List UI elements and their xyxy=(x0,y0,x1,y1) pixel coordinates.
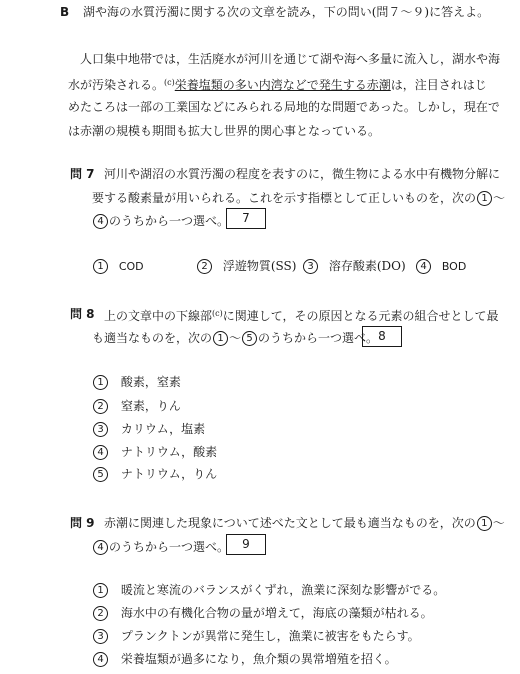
passage-line-2-pre: 水が汚染される。 xyxy=(68,78,165,92)
underlined-phrase: 栄養塩類の多い内湾などで発生する赤潮 xyxy=(174,78,391,92)
q7-option-1[interactable] xyxy=(92,258,144,275)
q8-option-3-text: カリウム，塩素 xyxy=(120,422,206,436)
q8-line-2-mid: ～ xyxy=(229,331,242,345)
passage-line-2-post: は，注目されはじ xyxy=(390,78,487,92)
q9-line-2 xyxy=(92,539,229,555)
q8-line-2 xyxy=(92,330,378,346)
q7-line-2-text: 要する酸素量が用いられる。これを示す指標として正しいものを，次の xyxy=(92,191,477,205)
q7-option-4-number: 4 xyxy=(416,259,431,274)
q8-marker-c: (c) xyxy=(212,309,223,318)
q7-option-3[interactable] xyxy=(302,258,406,274)
q7-option-2-text: 浮遊物質(SS) xyxy=(222,259,297,273)
q7-option-4-text: BOD xyxy=(441,260,467,273)
q9-option-2[interactable] xyxy=(92,605,433,621)
q9-label: 問 9 xyxy=(70,516,95,530)
section-label: B xyxy=(60,5,70,19)
q8-circled-1-icon: 1 xyxy=(213,331,228,346)
q9-line-2-text: のうちから一つ選べ。 xyxy=(109,540,230,554)
q9-option-1-text: 暖流と寒流のバランスがくずれ，漁業に深刻な影響がでる。 xyxy=(120,583,446,597)
q8-option-4[interactable] xyxy=(92,444,217,460)
q7-circled-1-icon: 1 xyxy=(477,191,492,206)
q7-line-2 xyxy=(92,190,505,206)
passage-line-1: 人口集中地帯では，生活廃水が河川を通じて湖や海へ多量に流入し，湖水や海 xyxy=(80,52,501,66)
underline-marker-c: (c) xyxy=(164,78,175,87)
q7-line-1: 河川や湖沼の水質汚濁の程度を表すのに，微生物による水中有機物分解に xyxy=(104,167,501,181)
q8-line-1-pre: 上の文章中の下線部 xyxy=(104,309,213,323)
q9-option-4-text: 栄養塩類が過多になり，魚介類の異常増殖を招く。 xyxy=(120,652,397,666)
q7-label: 問 7 xyxy=(70,167,95,181)
q8-option-2[interactable] xyxy=(92,398,181,414)
q8-line-2-post: のうちから一つ選べ。 xyxy=(258,331,379,345)
q7-circled-4-icon: 4 xyxy=(93,214,108,229)
q8-circled-5-icon: 5 xyxy=(242,331,257,346)
q9-circled-1-icon: 1 xyxy=(477,516,492,531)
q9-line-1-text: 赤潮に関連した現象について述べた文として最も適当なものを，次の xyxy=(104,516,476,530)
q7-line-3 xyxy=(92,213,229,229)
q9-answer-box[interactable]: 9 xyxy=(226,534,266,555)
q9-option-1-number: 1 xyxy=(93,583,108,598)
q8-answer-box[interactable]: 8 xyxy=(362,326,402,347)
q9-option-2-number: 2 xyxy=(93,606,108,621)
q8-option-3-number: 3 xyxy=(93,422,108,437)
q9-option-3[interactable] xyxy=(92,628,420,644)
q8-option-2-text: 窒素，りん xyxy=(120,399,181,413)
q8-label: 問 8 xyxy=(70,307,95,321)
q8-option-1-number: 1 xyxy=(93,375,108,390)
q8-option-3[interactable] xyxy=(92,421,205,437)
section-instruction: 湖や海の水質汚濁に関する次の文章を読み，下の問い(問７～９)に答えよ。 xyxy=(82,5,490,19)
q8-option-2-number: 2 xyxy=(93,399,108,414)
q7-line-3-text: のうちから一つ選べ。 xyxy=(109,214,230,228)
q9-option-3-number: 3 xyxy=(93,629,108,644)
q7-option-2[interactable] xyxy=(196,258,296,274)
q8-line-2-pre: も適当なものを，次の xyxy=(92,331,213,345)
q7-option-3-number: 3 xyxy=(303,259,318,274)
q7-option-4[interactable] xyxy=(415,258,466,275)
q7-answer-box[interactable]: 7 xyxy=(226,208,266,229)
passage-line-2 xyxy=(68,75,487,93)
q8-option-5-text: ナトリウム，りん xyxy=(120,467,218,481)
q8-line-1 xyxy=(104,306,499,324)
q8-line-1-post: に関連して，その原因となる元素の組合せとして最 xyxy=(222,309,499,323)
q9-option-2-text: 海水中の有機化合物の量が増えて，海底の藻類が枯れる。 xyxy=(120,606,433,620)
q9-line-1-tail: ～ xyxy=(492,516,505,530)
q9-option-3-text: プランクトンが異常に発生し，漁業に被害をもたらす。 xyxy=(120,629,420,643)
q8-option-4-text: ナトリウム，酸素 xyxy=(120,445,218,459)
q9-circled-4-icon: 4 xyxy=(93,540,108,555)
q8-option-5-number: 5 xyxy=(93,467,108,482)
q7-line-2-tail: ～ xyxy=(493,191,506,205)
q7-option-2-number: 2 xyxy=(197,259,212,274)
passage-line-4: は赤潮の規模も期間も拡大し世界的関心事となっている。 xyxy=(68,124,381,138)
q8-option-1[interactable] xyxy=(92,374,181,390)
q7-option-1-number: 1 xyxy=(93,259,108,274)
q8-option-4-number: 4 xyxy=(93,445,108,460)
q7-option-1-text: COD xyxy=(118,260,144,273)
q9-option-4-number: 4 xyxy=(93,652,108,667)
q7-option-3-text: 溶存酸素(DO) xyxy=(328,259,406,273)
section-header xyxy=(60,4,489,20)
passage-line-3: めたころは一部の工業国などにみられる局地的な問題であった。しかし，現在で xyxy=(68,100,500,114)
q9-option-1[interactable] xyxy=(92,582,445,598)
q8-option-1-text: 酸素，窒素 xyxy=(120,375,181,389)
q9-option-4[interactable] xyxy=(92,651,397,667)
q9-line-1 xyxy=(104,515,505,531)
q8-option-5[interactable] xyxy=(92,466,217,482)
